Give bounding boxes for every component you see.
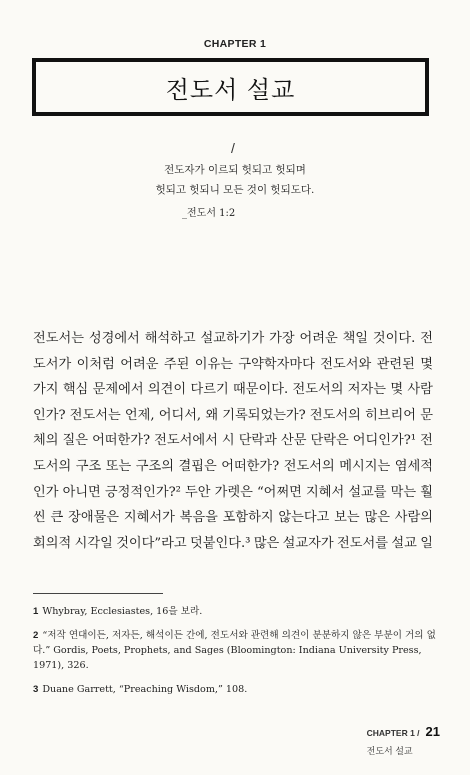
body-word: 책일 (342, 331, 369, 346)
body-word: 염세적 (394, 458, 433, 474)
body-line (33, 531, 433, 557)
body-word: 어디인가?¹ (352, 433, 417, 449)
footnote-text: “저작 연대이든, 저자든, 해석이든 간에, 전도서와 관련해 의견이 분분하지 않은 부분이 거의 없다.” Gordis, Poets, Prophets, and Sages (Bloomington: Indiana University Press, 1971), 326. (33, 630, 436, 671)
body-word: 관련된 (376, 356, 415, 372)
body-word: 많은 (253, 535, 280, 551)
body-word: 히브리어 (365, 407, 417, 423)
body-word: 메시지는 (339, 458, 391, 474)
body-word: 긍정적인가?² (104, 484, 181, 500)
body-word: 일 (420, 535, 433, 551)
body-word: 단락과 (238, 433, 277, 449)
body-word: 주된 (163, 356, 190, 372)
footer-chapter: CHAPTER 1 / (366, 728, 420, 738)
body-word: 전도서의 (309, 407, 361, 423)
body-word: 두안 (185, 484, 211, 500)
body-word: 훨 (420, 484, 433, 500)
footnotes (33, 604, 443, 706)
body-word: “어쩌면 (256, 484, 302, 500)
body-word: 구조의 (135, 458, 174, 474)
body-line (33, 352, 433, 378)
body-word: 전도서를 (337, 535, 388, 551)
chapter-title: 전도서 설교 (165, 75, 296, 104)
body-word: 것이다”라고 (116, 535, 187, 551)
chapter-title-box (32, 58, 429, 116)
body-word: 가렛은 (214, 484, 253, 500)
body-word: 설교 (391, 535, 417, 551)
body-line (33, 505, 433, 531)
body-word: 의견이 (147, 382, 187, 398)
body-word: 회의적 (33, 535, 72, 551)
epigraph-line-2: 헛되고 헛되니 모든 것이 헛되도다. (155, 184, 315, 196)
chapter-label: CHAPTER 1 (203, 38, 267, 50)
body-word: 덧붙인다.³ (190, 535, 251, 551)
body-word: 산문 (280, 433, 307, 449)
body-word: 가장 (269, 331, 295, 346)
body-word: 것이다. (372, 331, 416, 346)
epigraph-mark: / (231, 140, 235, 156)
epigraph-line-1: 전도자가 이르되 헛되고 헛되며 (164, 164, 306, 176)
body-word: 때문이다. (233, 382, 289, 398)
footnote-number: 3 (33, 684, 39, 695)
body-word: 결핍은 (178, 458, 217, 474)
body-word: 해석하고 (144, 331, 196, 346)
body-word: 어려운 (120, 356, 159, 372)
body-word: 성경에서 (88, 331, 140, 346)
body-word: 도서가 (33, 356, 72, 372)
body-line (33, 326, 433, 352)
body-word: 또는 (105, 458, 132, 474)
body-word: 많은 (364, 510, 390, 526)
body-word: 않는다고 (278, 510, 330, 526)
body-word: 큰 (50, 510, 64, 526)
body-word: 전 (420, 331, 433, 346)
page-footer (367, 723, 440, 757)
body-line (33, 480, 433, 506)
body-word: 보는 (334, 510, 360, 526)
body-word: 시각일 (74, 535, 113, 551)
body-word: 지혜서 (306, 484, 345, 500)
epigraph (0, 160, 470, 200)
body-word: 장애물은 (68, 510, 120, 526)
body-paragraph (33, 326, 433, 556)
body-word: 가지 (33, 382, 59, 398)
body-word: 몇 (390, 382, 404, 398)
body-word: 어디서, (158, 407, 202, 423)
body-word: 언제, (124, 407, 155, 423)
body-line (33, 377, 433, 403)
body-word: 지혜서가 (123, 510, 175, 526)
body-word: 전 (420, 433, 433, 449)
body-word: 전도서는 (33, 331, 84, 346)
body-line (33, 403, 433, 429)
body-word: 기록되었는가? (222, 407, 306, 423)
body-word: 전도서의 (292, 382, 344, 398)
body-word: 사람의 (394, 510, 433, 526)
body-word: 전도서에서 (154, 433, 218, 449)
body-word: 아니면 (62, 484, 101, 500)
body-line (33, 428, 433, 454)
body-word: 인가 (33, 484, 59, 500)
body-word: 막는 (390, 484, 417, 500)
body-word: 설교자가 (282, 535, 334, 551)
body-word: 문 (420, 407, 433, 423)
footnote-divider (33, 593, 163, 594)
body-word: 구약학자마다 (238, 356, 315, 372)
body-word: 몇 (420, 356, 433, 372)
body-word: 핵심 (62, 382, 89, 398)
body-word: 씬 (33, 510, 46, 526)
footnote-number: 2 (33, 630, 39, 641)
footnote-2 (33, 628, 443, 673)
body-word: 어려운 (299, 331, 338, 346)
body-word: 단락은 (310, 433, 349, 449)
body-word: 질은 (62, 433, 89, 449)
body-word: 인가? (33, 407, 66, 423)
footnote-1 (33, 604, 443, 619)
body-word: 사람 (407, 382, 433, 398)
body-word: 전도서의 (283, 458, 335, 474)
body-word: 문제에서 (92, 382, 144, 398)
body-line (33, 454, 433, 480)
footnote-text: Whybray, Ecclesiastes, 16을 보라. (42, 606, 203, 617)
body-word: 설교하기가 (200, 331, 265, 346)
body-word: 어떠한가? (221, 458, 280, 474)
body-word: 이처럼 (76, 356, 115, 372)
body-word: 구조 (75, 458, 102, 474)
footer-subtitle: 전도서 설교 (366, 746, 413, 756)
body-word: 체의 (33, 433, 59, 449)
body-word: 다르기 (190, 382, 229, 398)
body-word: 이유는 (194, 356, 233, 372)
body-word: 시 (221, 433, 235, 449)
body-word: 전도서와 (320, 356, 372, 372)
body-word: 어떠한가? (92, 433, 151, 449)
body-word: 저자는 (347, 382, 387, 398)
body-word: 복음을 (179, 510, 218, 526)
page-number: 21 (425, 724, 440, 739)
body-word: 왜 (205, 407, 219, 423)
body-word: 전도서는 (69, 407, 121, 423)
footnote-number: 1 (33, 606, 39, 617)
body-word: 도서의 (33, 458, 72, 474)
epigraph-source: _전도서 1:2 (182, 208, 236, 219)
body-word: 설교를 (348, 484, 387, 500)
footnote-text: Duane Garrett, “Preaching Wisdom,” 108. (42, 684, 248, 695)
footnote-3 (33, 682, 443, 697)
body-word: 포함하지 (222, 510, 274, 526)
